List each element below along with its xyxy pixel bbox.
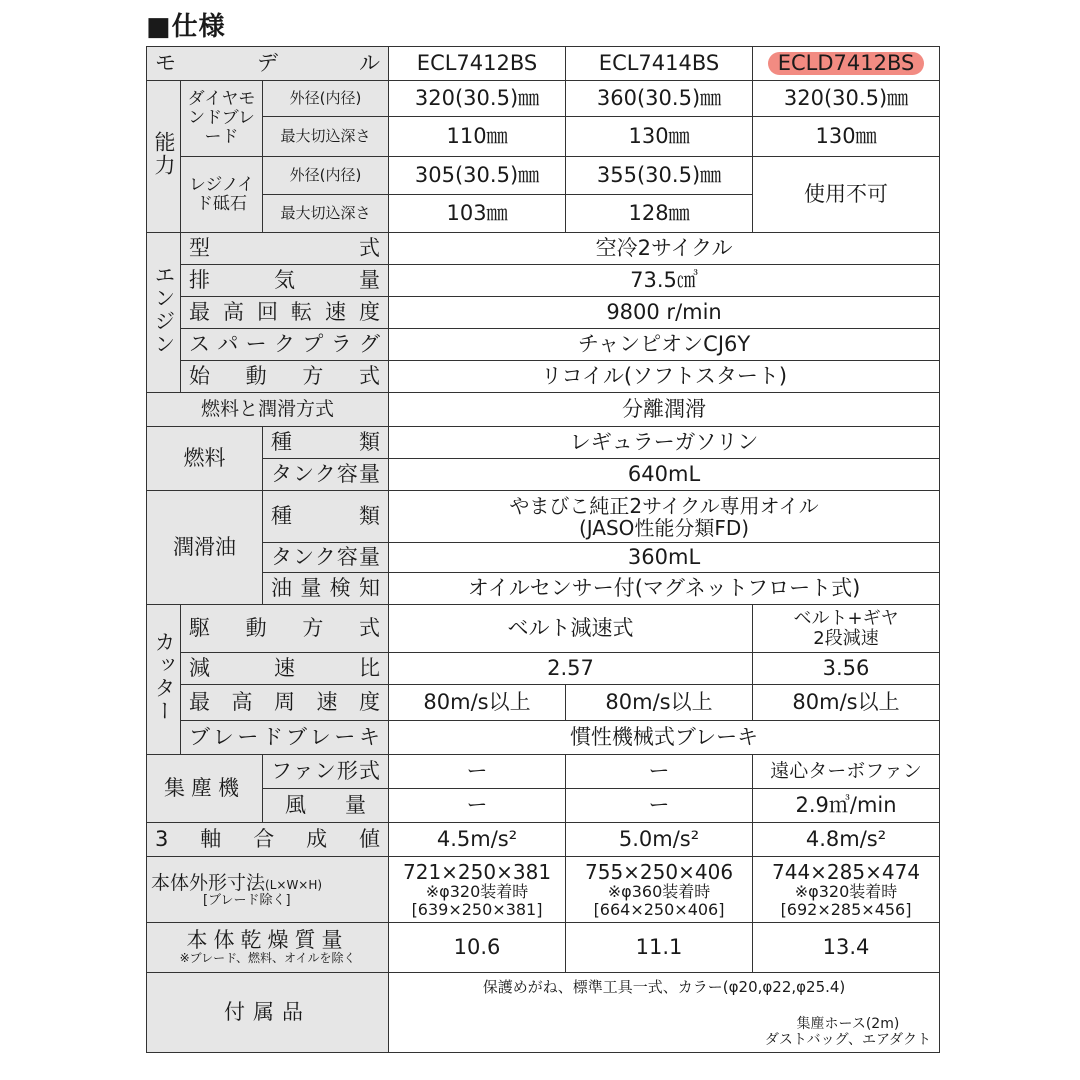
- fan-2: ー: [566, 755, 753, 789]
- oil-type-line1: やまびこ純正2サイクル専用オイル: [509, 493, 819, 518]
- model-label: モ デ ル: [147, 47, 389, 81]
- max-rpm-value: 9800 r/min: [389, 297, 940, 329]
- oil-type-label: 種類: [263, 491, 389, 543]
- ratio-ab: 2.57: [389, 653, 753, 685]
- model-2: ECL7414BS: [566, 47, 753, 81]
- displacement-value: 73.5㎤: [389, 265, 940, 297]
- accessories-common: 保護めがね、標準工具一式、カラー(φ20,φ22,φ25.4): [482, 978, 846, 996]
- engine-type-value: 空冷2サイクル: [389, 233, 940, 265]
- vib-3: 4.8m/s²: [753, 823, 940, 857]
- drive-ab: ベルト減速式: [389, 605, 753, 653]
- drive-c: ベルト+ギヤ 2段減速: [753, 605, 940, 653]
- fuel-lube-value: 分離潤滑: [389, 393, 940, 427]
- weight-label: 本体乾燥質量 ※ブレード、燃料、オイルを除く: [147, 923, 389, 973]
- start-method-value: リコイル(ソフトスタート): [389, 361, 940, 393]
- accessories-extra: 集塵ホース(2m) ダストバッグ、エアダクト: [764, 1016, 932, 1048]
- peripheral-speed-label: 最高周速度: [181, 685, 389, 721]
- weight-2: 11.1: [566, 923, 753, 973]
- weight-1: 10.6: [389, 923, 566, 973]
- fuel-tank-label: タンク容量: [263, 459, 389, 491]
- dia-depth-3: 130㎜: [753, 117, 940, 157]
- air-3: 2.9㎥/min: [753, 789, 940, 823]
- dim-3: 744×285×474 ※φ320装着時 [692×285×456]: [753, 857, 940, 923]
- dia-depth-label: 最大切込深さ: [263, 117, 389, 157]
- weight-3: 13.4: [753, 923, 940, 973]
- cutter-group: カッター: [147, 605, 181, 755]
- air-1: ー: [389, 789, 566, 823]
- fuel-type-label: 種類: [263, 427, 389, 459]
- oil-detect-value: オイルセンサー付(マグネットフロート式): [389, 573, 940, 605]
- model-3-highlight: ECLD7412BS: [768, 52, 925, 75]
- speed-1: 80m/s以上: [389, 685, 566, 721]
- speed-3: 80m/s以上: [753, 685, 940, 721]
- air-2: ー: [566, 789, 753, 823]
- oil-tank-label: タンク容量: [263, 543, 389, 573]
- max-rpm-label: 最高回転速度: [181, 297, 389, 329]
- resinoid-label: レジノイド砥石: [181, 157, 263, 233]
- displacement-label: 排気量: [181, 265, 389, 297]
- diamond-blade-label: ダイヤモンドブレード: [181, 81, 263, 157]
- fan-3: 遠心ターボファン: [753, 755, 940, 789]
- dust-group: 集塵機: [147, 755, 263, 823]
- dim-2: 755×250×406 ※φ360装着時 [664×250×406]: [566, 857, 753, 923]
- drive-label: 駆動方式: [181, 605, 389, 653]
- engine-type-label: 型式: [181, 233, 389, 265]
- fan-type-label: ファン形式: [263, 755, 389, 789]
- fuel-type-value: レギュラーガソリン: [389, 427, 940, 459]
- spec-table: [146, 46, 940, 1053]
- fan-1: ー: [389, 755, 566, 789]
- blade-brake-label: ブレードブレーキ: [181, 721, 389, 755]
- dia-depth-1: 110㎜: [389, 117, 566, 157]
- vib-2: 5.0m/s²: [566, 823, 753, 857]
- res-depth-2: 128㎜: [566, 195, 753, 233]
- fuel-tank-value: 640mL: [389, 459, 940, 491]
- spark-plug-label: スパークプラグ: [181, 329, 389, 361]
- res-outer-1: 305(30.5)㎜: [389, 157, 566, 195]
- dia-outer-1: 320(30.5)㎜: [389, 81, 566, 117]
- start-method-label: 始動方式: [181, 361, 389, 393]
- ratio-label: 減速比: [181, 653, 389, 685]
- model-1: ECL7412BS: [389, 47, 566, 81]
- dia-outer-2: 360(30.5)㎜: [566, 81, 753, 117]
- dimensions-label: 本体外形寸法(L×W×H) [ブレード除く]: [147, 857, 389, 923]
- blade-brake-value: 慣性機械式ブレーキ: [389, 721, 940, 755]
- airflow-label: 風量: [263, 789, 389, 823]
- ratio-c: 3.56: [753, 653, 940, 685]
- dia-depth-2: 130㎜: [566, 117, 753, 157]
- page-title: ■仕様: [146, 12, 226, 42]
- engine-group: エンジン: [147, 233, 181, 393]
- oil-tank-value: 360mL: [389, 543, 940, 573]
- oil-group: 潤滑油: [147, 491, 263, 605]
- dim-1: 721×250×381 ※φ320装着時 [639×250×381]: [389, 857, 566, 923]
- model-row: [147, 47, 940, 81]
- res-not-available: 使用不可: [753, 157, 940, 233]
- oil-detect-label: 油量検知: [263, 573, 389, 605]
- res-depth-1: 103㎜: [389, 195, 566, 233]
- vib-1: 4.5m/s²: [389, 823, 566, 857]
- model-3: [753, 47, 940, 81]
- fuel-group: 燃料: [147, 427, 263, 491]
- dia-outer-3: 320(30.5)㎜: [753, 81, 940, 117]
- speed-2: 80m/s以上: [566, 685, 753, 721]
- dia-outer-label: 外径(内径): [263, 81, 389, 117]
- oil-type-line2: (JASO性能分類FD): [578, 515, 750, 540]
- spark-plug-value: チャンピオンCJ6Y: [389, 329, 940, 361]
- res-outer-label: 外径(内径): [263, 157, 389, 195]
- accessories-value: [389, 973, 940, 1053]
- accessories-label: 付属品: [147, 973, 389, 1053]
- vibration-label: 3軸合成値: [147, 823, 389, 857]
- res-depth-label: 最大切込深さ: [263, 195, 389, 233]
- oil-type-value: [389, 491, 940, 543]
- res-outer-2: 355(30.5)㎜: [566, 157, 753, 195]
- fuel-lube-label: 燃料と潤滑方式: [147, 393, 389, 427]
- capacity-group: 能力: [147, 81, 181, 233]
